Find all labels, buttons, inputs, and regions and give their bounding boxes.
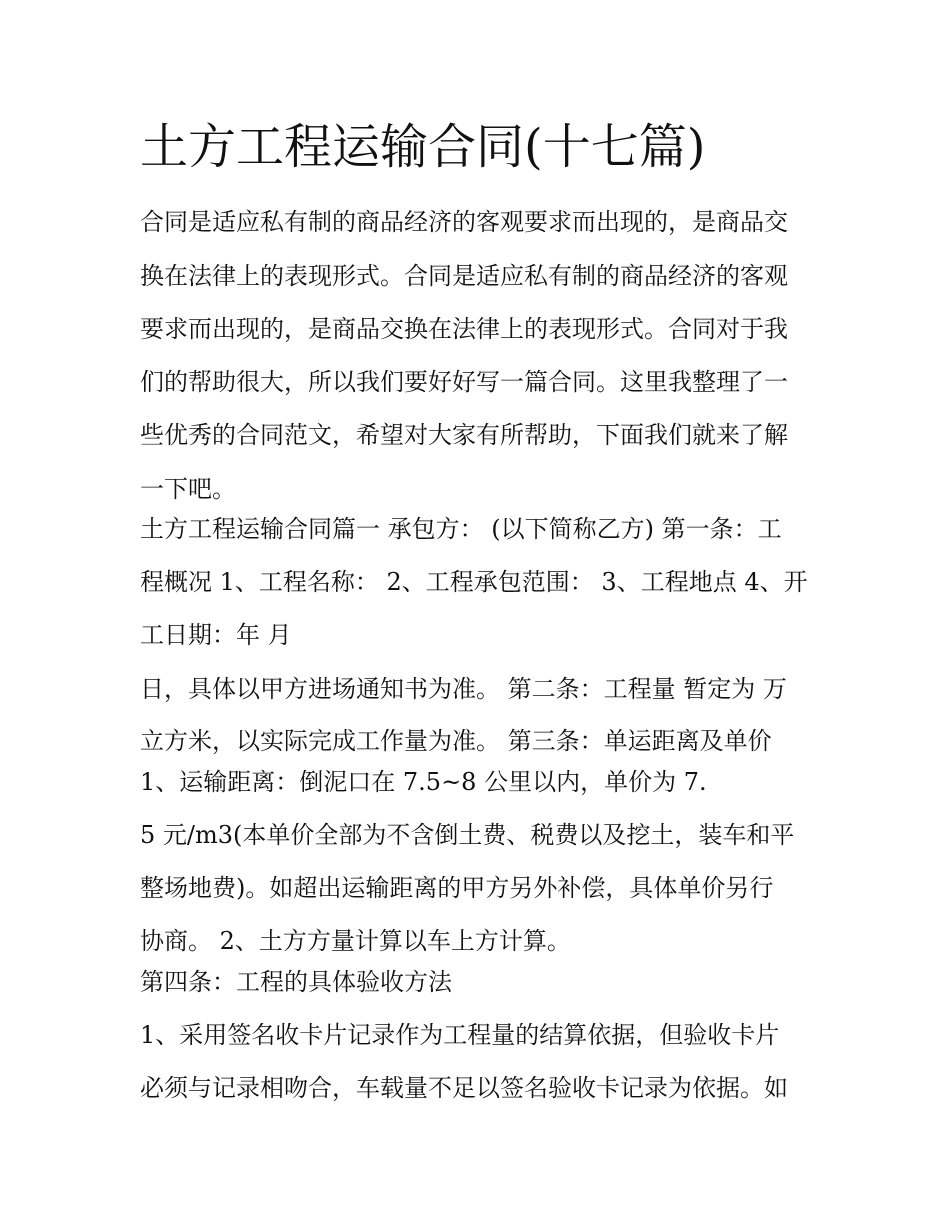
body-line-5: 些优秀的合同范文，希望对大家有所帮助，下面我们就来了解	[140, 421, 788, 449]
body-line-18: 必须与记录相吻合，车载量不足以签名验收卡记录为依据。如	[140, 1074, 788, 1102]
body-line-3: 要求而出现的，是商品交换在法律上的表现形式。合同对于我	[140, 315, 788, 343]
body-line-11: 立方米，以实际完成工作量为准。 第三条：单运距离及单价	[140, 727, 772, 755]
body-line-9: 工日期：年 月	[140, 621, 292, 649]
body-line-16: 第四条：工程的具体验收方法	[140, 968, 452, 996]
body-line-8: 程概况 1、工程名称： 2、工程承包范围： 3、工程地点 4、开	[140, 568, 808, 596]
body-line-12: 1、运输距离：倒泥口在 7.5~8 公里以内，单价为 7.	[140, 768, 707, 796]
document-title: 土方工程运输合同(十七篇)	[140, 119, 706, 175]
body-line-1: 合同是适应私有制的商品经济的客观要求而出现的，是商品交	[140, 208, 788, 236]
body-line-17: 1、采用签名收卡片记录作为工程量的结算依据，但验收卡片	[140, 1021, 780, 1049]
body-line-14: 整场地费)。如超出运输距离的甲方另外补偿，具体单价另行	[140, 874, 774, 902]
body-line-6: 一下吧。	[140, 475, 236, 503]
body-line-4: 们的帮助很大，所以我们要好好写一篇合同。这里我整理了一	[140, 368, 788, 396]
body-line-15: 协商。 2、土方方量计算以车上方计算。	[140, 927, 571, 955]
body-line-2: 换在法律上的表现形式。合同是适应私有制的商品经济的客观	[140, 262, 788, 290]
body-line-7: 土方工程运输合同篇一 承包方： (以下简称乙方) 第一条：工	[140, 515, 782, 543]
body-line-10: 日，具体以甲方进场通知书为准。 第二条：工程量 暂定为 万	[140, 675, 787, 703]
body-line-13: 5 元/m3(本单价全部为不含倒土费、税费以及挖土，装车和平	[140, 821, 795, 849]
